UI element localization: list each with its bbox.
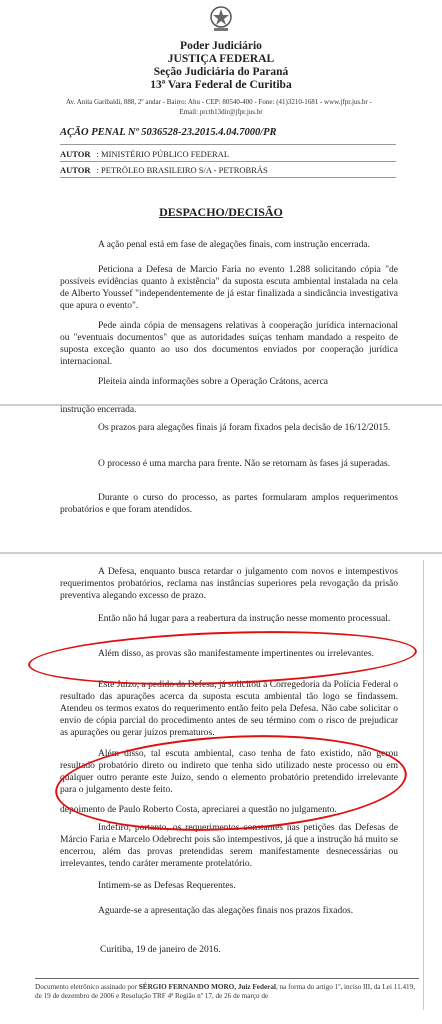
- paragraph: Além disso, as provas são manifestamente impertinentes ou irrelevantes.: [98, 649, 374, 659]
- signature-footer: [35, 983, 419, 1001]
- header-email: Email: prctb13dir@jfpr.jus.br: [179, 108, 263, 116]
- city-date: Curitiba, 19 de janeiro de 2016.: [100, 945, 221, 955]
- paragraph: O processo é uma marcha para frente. Não se retornam às fases já superadas.: [98, 459, 390, 469]
- case-number: AÇÃO PENAL Nº 5036528-23.2015.4.04.7000/PR: [60, 127, 277, 138]
- autor2-line: [60, 165, 268, 175]
- divider: [60, 144, 396, 145]
- paragraph: Durante o curso do processo, as partes formularam amplos requerimentos probatórios e que foram atendidos.: [60, 493, 398, 515]
- header-address: Av. Anita Garibaldi, 888, 2º andar - Bairro: Ahu - CEP: 80540-400 - Fone: (41)3210-1681 - www.jfpr.jus.br -: [66, 98, 372, 106]
- footer-pre: Documento eletrônico assinado por: [35, 983, 139, 991]
- paragraph: A ação penal está em fase de alegações finais, com instrução encerrada.: [98, 240, 370, 250]
- paragraph: Intimem-se as Defesas Requerentes.: [98, 881, 236, 891]
- autor-line: [60, 149, 229, 159]
- document-title: DESPACHO/DECISÃO: [159, 205, 283, 219]
- paragraph: Pleiteia ainda informações sobre a Operação Crátons, acerca: [98, 377, 328, 387]
- paragraph: Indefiro, portanto, os requerimentos constantes nas petições das Defesas de Márcio Faria e Marcelo Odebrecht pois são intempestivos, já que a instrução há muito se encerrou, além das provas pretendidas serem manifestamente desnecessárias ou irrelevantes, tendo caráter meramente protelatório.: [60, 823, 398, 869]
- autor2-label: AUTOR: [60, 165, 91, 175]
- header-poder-judiciario: Poder Judiciário: [180, 40, 262, 52]
- paragraph: Este Juízo, a pedido da Defesa, já solicitou à Corregedoria da Polícia Federal o resultado das apurações acerca da suposta escuta ambiental tão logo se findassem. Atendeu os termos exatos do requerimento então feito pela Defesa. Não cabe solicitar o envio de cópia parcial do procedimento antes de seu término com o risco de prejudicar as apurações ou gerar juízos prematuros.: [60, 680, 398, 738]
- footer-signer: SÉRGIO FERNANDO MORO, Juiz Federal: [138, 983, 276, 991]
- divider: [60, 161, 396, 162]
- header-justica-federal: JUSTIÇA FEDERAL: [167, 53, 275, 65]
- paragraph: Pede ainda cópia de mensagens relativas à cooperação jurídica internacional ou "eventuais documentos" que as autoridades suíças tenham mandado a respeito de suposta exceção quanto ao uso dos documentos enviados por cooperação jurídica internacional.: [60, 321, 398, 367]
- paragraph: Além disso, tal escuta ambiental, caso tenha de fato existido, não gerou resultado probatório direto ou indireto que tenha sido utilizado neste processo ou em qualquer outro perante este Juízo, sendo o elemento probatório pretendido irrelevante para o julgamento deste feito.: [60, 749, 398, 795]
- divider: [60, 177, 396, 178]
- page-break-line: [0, 552, 442, 554]
- header-secao: Seção Judiciária do Paraná: [153, 66, 289, 78]
- paragraph: A Defesa, enquanto busca retardar o julgamento com novos e intempestivos requerimentos probatórios, reclama nas instâncias superiores pela revogação da prisão preventiva alegando excesso de prazo.: [60, 567, 398, 601]
- paragraph: Então não há lugar para a reabertura da instrução nesse momento processual.: [98, 614, 391, 624]
- autor2-value: : PETRÓLEO BRASILEIRO S/A - PETROBRÁS: [96, 165, 268, 175]
- paragraph: instrução encerrada.: [60, 405, 137, 415]
- brasao-crest-icon: [208, 4, 234, 34]
- footer-post: , na forma do artigo 1º, inciso III, da Lei 11.419, de 19 de dezembro de 2006 e Resolução TRF 4ª Região nº 17, de 26 de março de: [35, 983, 416, 1000]
- autor-value: : MINISTÉRIO PÚBLICO FEDERAL: [96, 149, 230, 159]
- paragraph: Os prazos para alegações finais já foram fixados pela decisão de 16/12/2015.: [98, 423, 391, 433]
- autor-label: AUTOR: [60, 149, 91, 159]
- margin-line: [423, 560, 424, 1010]
- footer-divider: [35, 978, 419, 979]
- paragraph: Aguarde-se a apresentação das alegações finais nos prazos fixados.: [98, 906, 354, 916]
- paragraph: depoimento de Paulo Roberto Costa, apreciarei a questão no julgamento.: [60, 805, 337, 815]
- header-vara: 13ª Vara Federal de Curitiba: [150, 79, 292, 91]
- paragraph: Peticiona a Defesa de Marcio Faria no evento 1.288 solicitando cópia "de possíveis evidências quanto à existência" da suposta escuta ambiental instalada na cela de Alberto Youssef "independentemente de já estar finalizada a sindicância investigativa que apura o evento".: [60, 265, 398, 311]
